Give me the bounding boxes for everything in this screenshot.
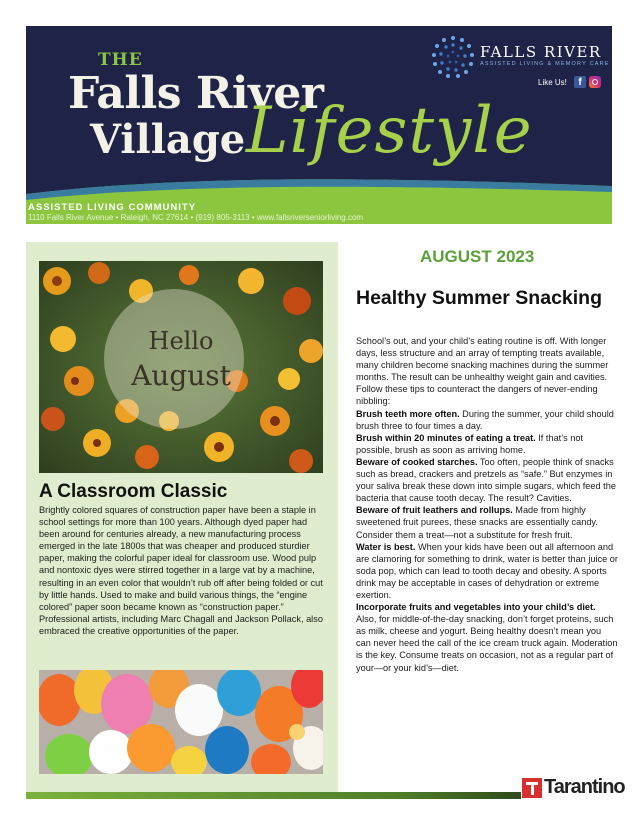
hello-august-photo bbox=[39, 261, 323, 473]
like-us-label: Like Us! bbox=[538, 78, 567, 87]
tip-text: Made from highly sweetened fruit purees, these snacks are essentially candy. Consider them a treat—not a substitute for fresh fruit. bbox=[356, 505, 598, 540]
tip-lead: Brush within 20 minutes of eating a treat. bbox=[356, 432, 536, 443]
masthead-title-script: Lifestyle bbox=[246, 94, 533, 168]
masthead-title-line1: Falls River bbox=[68, 68, 324, 119]
classroom-article-title: A Classroom Classic bbox=[39, 481, 228, 502]
snacking-article-title: Healthy Summer Snacking bbox=[356, 287, 602, 309]
snacking-article-body bbox=[356, 335, 618, 674]
classroom-article-body: Brightly colored squares of construction paper have been a staple in school settings for more than 100 years. Although dyed paper had been around for centuries already, a new manufacturing process emerged in the late 1800s that was cheaper and produced sturdier paper, making the colorful paper ideal for classroom use. Wood pulp and nontoxic dyes were stirred together in a large vat by a machine, resulting in an even color that wouldn’t rub off after being folded or cut by little hands. Used to make and build various things, the “engine colored” paper soon became known as “construction paper.” Professional artists, including Marc Chagall and Jackson Pollack, also embraced the creative opportunities of the paper. bbox=[39, 505, 323, 636]
tip-lead: Beware of cooked starches. bbox=[356, 456, 478, 467]
august-text: August bbox=[131, 359, 231, 392]
brand-name: FALLS RIVER bbox=[480, 43, 602, 61]
brand-tagline: ASSISTED LIVING & MEMORY CARE bbox=[480, 61, 610, 67]
snacking-intro: School’s out, and your child’s eating routine is off. With longer days, less structure and an array of tempting treats available, many children become snacking machines during the summer months. The result can be unhealthy weight gain and cavities. Follow these tips to counteract the dangers of never-ending nibbling: bbox=[356, 336, 609, 407]
tip-text: Too often, people think of snacks such as bread, crackers and pretzels as “safe.” But enzymes in your saliva break these down into simple sugars, which feed the bacteria that cause tooth decay. The result? Cavities. bbox=[356, 456, 616, 504]
publisher-name: Tarantino bbox=[544, 776, 625, 798]
tip-paragraph bbox=[356, 432, 618, 456]
tip-lead: Water is best. bbox=[356, 541, 416, 552]
tip-paragraph bbox=[356, 408, 618, 432]
tip-paragraph bbox=[356, 541, 618, 601]
community-label: ASSISTED LIVING COMMUNITY bbox=[28, 202, 197, 213]
address-line: 1110 Falls River Avenue • Raleigh, NC 27614 • (919) 805-3113 • www.fallsriverseniorliving.com bbox=[28, 213, 364, 222]
instagram-icon[interactable] bbox=[589, 76, 601, 88]
footer-bar bbox=[26, 792, 521, 799]
tip-text: During the summer, your child should brush three to four times a day. bbox=[356, 408, 614, 431]
tip-paragraph bbox=[356, 456, 618, 504]
masthead-the: THE bbox=[98, 50, 143, 70]
falls-river-logo-icon bbox=[430, 34, 476, 80]
tip-text: Also, for middle-of-the-day snacking, don’t forget proteins, such as milk, cheese and yogurt. Being healthy doesn’t mean you can never heed the call of the ice cream truck again. Moderation is the key. Consume treats on occasion, not as a regular part of your—or your kid’s—diet. bbox=[356, 614, 618, 673]
tip-text: If that’s not possible, brush as soon as arriving home. bbox=[356, 432, 584, 455]
facebook-icon[interactable]: f bbox=[574, 76, 586, 88]
tip-text: When your kids have been out all afternoon and are clamoring for something to drink, water is better than juice or soda pop, which can lead to tooth decay and obesity. A sports drink may be acceptable in cases of dehydration or extreme exertion. bbox=[356, 541, 618, 600]
water-balloons-photo bbox=[39, 670, 323, 774]
hello-text: Hello bbox=[148, 327, 214, 355]
left-column-panel bbox=[26, 242, 338, 794]
tarantino-t-icon bbox=[522, 778, 542, 798]
tip-paragraph bbox=[356, 504, 618, 540]
masthead-banner bbox=[26, 26, 612, 224]
tip-paragraph bbox=[356, 601, 618, 674]
tip-lead: Beware of fruit leathers and rollups. bbox=[356, 505, 513, 516]
issue-date: AUGUST 2023 bbox=[420, 247, 535, 266]
tip-lead: Incorporate fruits and vegetables into your child’s diet. bbox=[356, 602, 596, 613]
masthead-title-line2: Village bbox=[90, 116, 246, 163]
tip-lead: Brush teeth more often. bbox=[356, 408, 460, 419]
tarantino-logo bbox=[522, 776, 625, 800]
